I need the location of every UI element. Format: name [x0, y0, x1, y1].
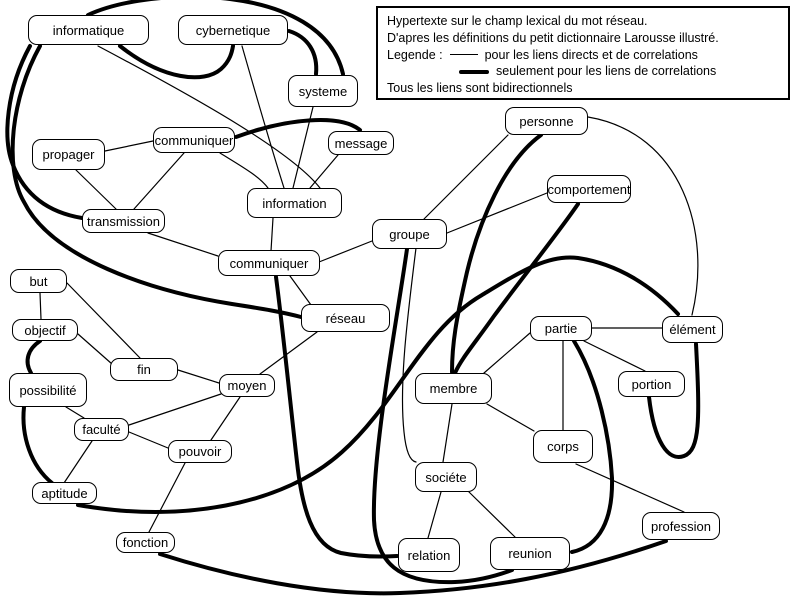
edge-communiquer2-groupe — [319, 241, 372, 262]
node-informatique[interactable]: informatique — [28, 15, 149, 45]
legend-direct-links-row — [387, 47, 779, 64]
edge-moyen-pouvoir — [211, 397, 240, 440]
edge-comportement-groupe — [447, 193, 547, 233]
legend-title-line2: D'apres les définitions du petit dictionnaire Larousse illustré. — [387, 30, 719, 45]
node-element[interactable]: élément — [662, 316, 723, 343]
legend-label: Legende : — [387, 47, 443, 62]
edge-objectif-possibilite — [28, 341, 40, 373]
edge-but-fin — [67, 283, 140, 358]
edge-cybernetique-systeme — [289, 31, 316, 74]
edge-moyen-faculte — [129, 394, 221, 425]
edge-societe-reunion — [469, 492, 515, 537]
legend-bidirectional-note: Tous les liens sont bidirectionnels — [387, 81, 573, 96]
edge-propager-transmission — [76, 170, 116, 209]
edge-communiquer2-reseau — [290, 276, 311, 305]
node-pouvoir[interactable]: pouvoir — [168, 440, 232, 463]
edge-cybernetique-information — [242, 46, 284, 188]
node-communiquer1[interactable]: communiquer — [153, 127, 235, 153]
node-portion[interactable]: portion — [618, 371, 685, 397]
edge-societe-relation — [428, 492, 441, 538]
edge-informatique-information — [98, 46, 320, 188]
legend-title-line1: Hypertexte sur le champ lexical du mot réseau. — [387, 14, 648, 28]
edge-informatique-cybernetique — [120, 46, 233, 77]
edge-corps-profession — [576, 464, 684, 512]
legend-correlation-links-row — [459, 63, 779, 80]
node-reseau[interactable]: réseau — [301, 304, 390, 332]
edge-faculte-pouvoir — [129, 432, 168, 448]
edge-personne-groupe — [424, 135, 508, 219]
edge-membre-corps — [487, 404, 534, 431]
edge-possibilite-faculte — [66, 407, 84, 418]
node-possibilite[interactable]: possibilité — [9, 373, 87, 407]
node-aptitude[interactable]: aptitude — [32, 482, 97, 504]
node-but[interactable]: but — [10, 269, 67, 293]
edge-propager-communiquer1 — [105, 141, 153, 151]
legend-correlation-links-text: seulement pour les liens de correlations — [496, 64, 717, 79]
edge-information-communiquer2 — [271, 218, 273, 251]
node-communiquer2[interactable]: communiquer — [218, 250, 320, 276]
edge-message-information — [310, 155, 338, 188]
edge-portion-element — [649, 344, 698, 457]
edge-faculte-aptitude — [64, 441, 92, 483]
node-moyen[interactable]: moyen — [219, 374, 275, 397]
thick-line-sample-icon — [459, 70, 489, 74]
legend-box — [376, 6, 790, 100]
edge-groupe-reunion — [374, 249, 512, 582]
edge-communiquer1-transmission — [134, 153, 184, 209]
node-membre[interactable]: membre — [415, 373, 492, 404]
edge-partie-membre — [484, 333, 530, 373]
edge-pouvoir-fonction — [149, 463, 185, 532]
node-information[interactable]: information — [247, 188, 342, 218]
edge-partie-portion — [584, 341, 645, 371]
node-comportement[interactable]: comportement — [547, 175, 631, 203]
node-personne[interactable]: personne — [505, 107, 588, 135]
node-cybernetique[interactable]: cybernetique — [178, 15, 288, 45]
edge-objectif-fin — [78, 334, 112, 364]
node-faculte[interactable]: faculté — [74, 418, 129, 441]
node-fonction[interactable]: fonction — [116, 532, 175, 553]
edge-comportement-membre — [455, 204, 578, 373]
edge-communiquer1-information — [220, 153, 268, 188]
edge-but-objectif — [40, 293, 41, 319]
node-message[interactable]: message — [328, 131, 394, 155]
node-relation[interactable]: relation — [398, 538, 460, 572]
edge-aptitude-element — [78, 257, 678, 511]
edge-transmission-communiquer2 — [148, 233, 218, 256]
node-corps[interactable]: corps — [533, 430, 593, 463]
node-partie[interactable]: partie — [530, 316, 592, 341]
node-systeme[interactable]: systeme — [288, 75, 358, 107]
node-reunion[interactable]: reunion — [490, 537, 570, 570]
edge-membre-societe — [443, 404, 452, 462]
node-objectif[interactable]: objectif — [12, 319, 78, 341]
edge-groupe-societe — [402, 248, 416, 462]
node-fin[interactable]: fin — [110, 358, 178, 381]
node-societe[interactable]: sociéte — [415, 462, 477, 492]
node-propager[interactable]: propager — [32, 139, 105, 170]
node-transmission[interactable]: transmission — [82, 209, 165, 233]
node-profession[interactable]: profession — [642, 512, 720, 540]
edge-possibilite-aptitude — [23, 407, 52, 483]
node-groupe[interactable]: groupe — [372, 219, 447, 249]
legend-direct-links-text: pour les liens directs et de correlations — [484, 47, 698, 62]
edge-fin-moyen — [178, 370, 219, 383]
thin-line-sample-icon — [450, 54, 478, 55]
edge-personne-membre — [452, 135, 541, 372]
